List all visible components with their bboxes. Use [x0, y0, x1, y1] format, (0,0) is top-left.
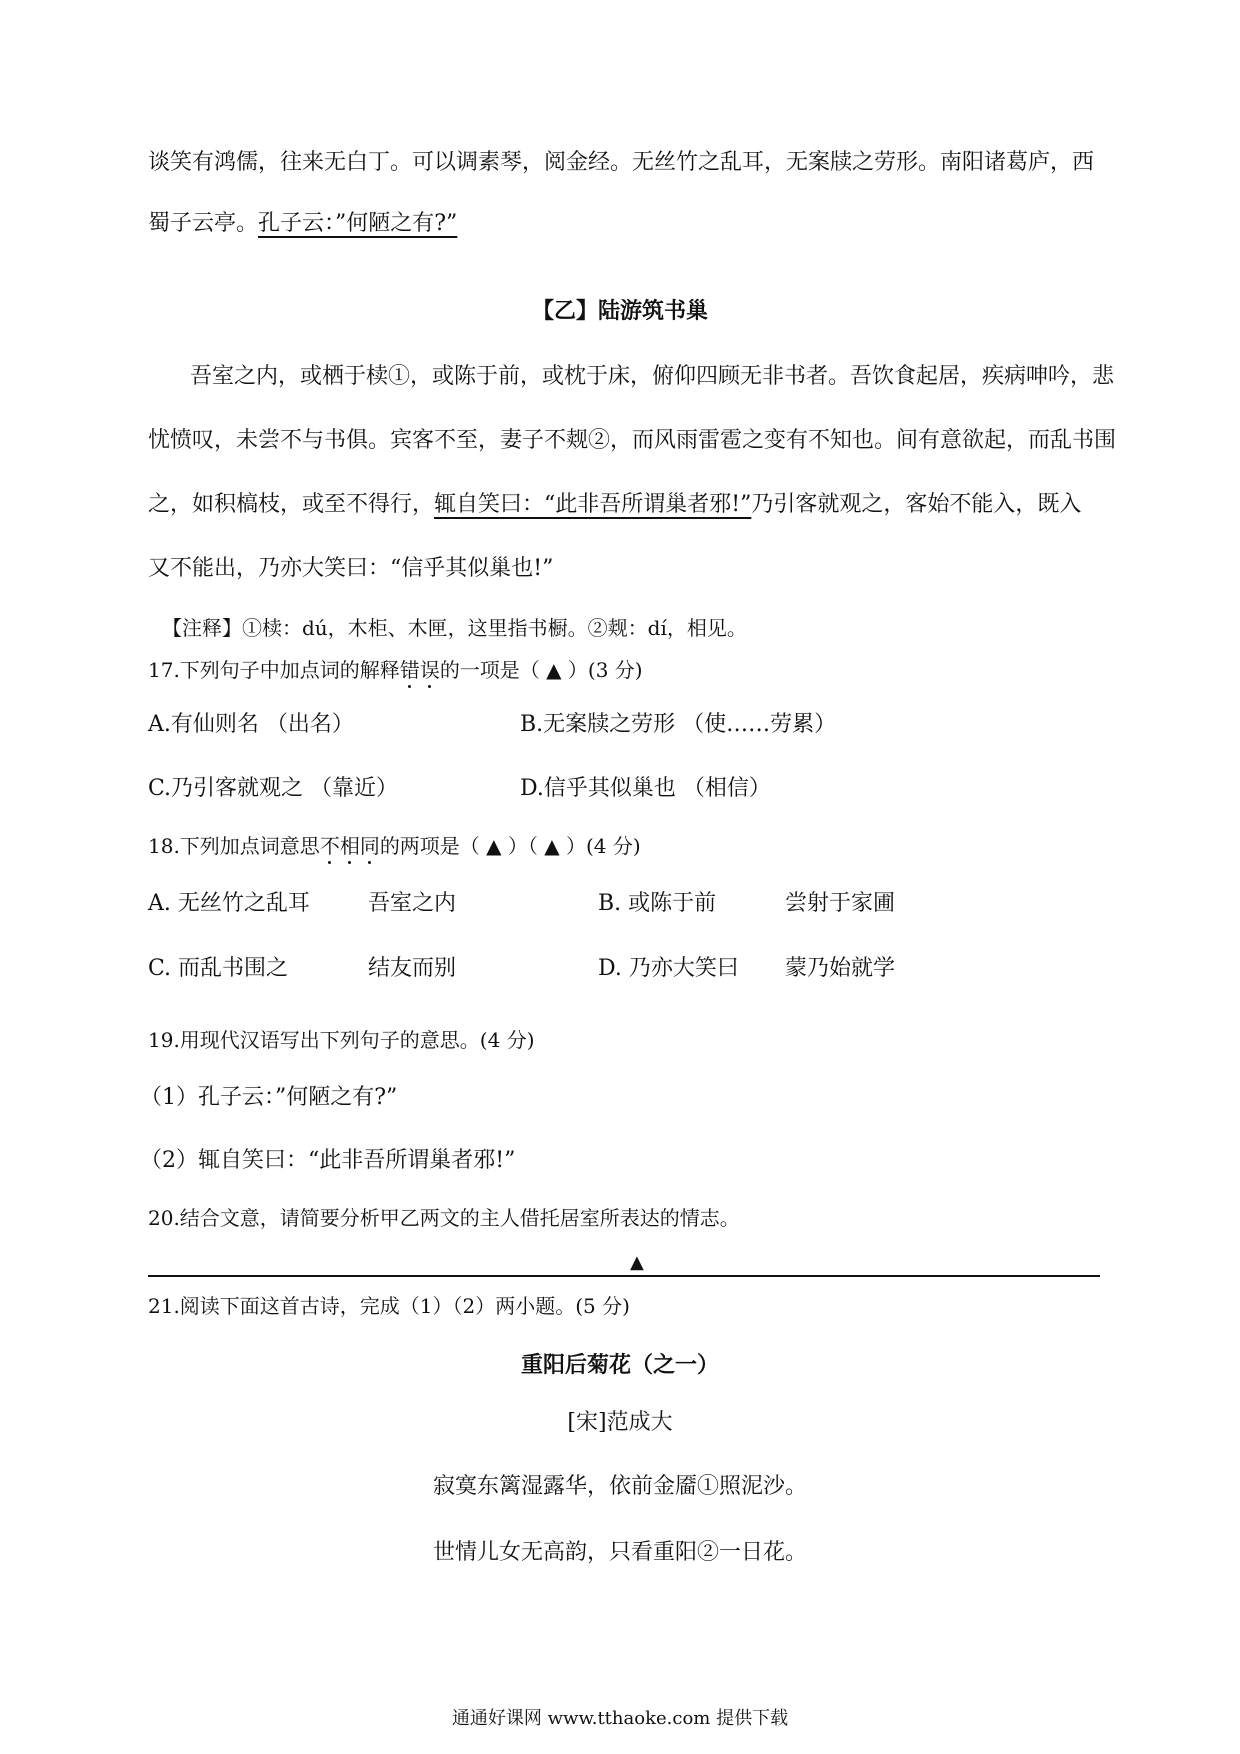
jia-passage-line-1: 谈笑有鸿儒，往来无白丁。可以调素琴，阅金经。无丝竹之乱耳，无案牍之劳形。南阳诸葛庐，西 [148, 150, 1095, 175]
q18-option-d-1: D. 乃亦大笑曰 [598, 956, 739, 981]
poem-line-1: 寂寞东篱湿露华，依前金靥①照泥沙。 [432, 1474, 807, 1499]
q17-stem-text: 的一项是（ ▲ ）(3 分) [439, 658, 643, 682]
question-21-stem: 21.阅读下面这首古诗，完成（1）（2）两小题。(5 分) [148, 1294, 630, 1318]
q17-option-d: D.信乎其似巢也 （相信） [520, 776, 771, 801]
q18-stem-text: 18.下列加点词意思 [148, 834, 320, 858]
answer-line [148, 1275, 1100, 1277]
q18-option-a-2: 吾室之内 [368, 891, 457, 916]
yi-passage-text: 之，如积槁枝，或至不得行， [148, 492, 435, 517]
question-17-stem [148, 660, 643, 680]
q18-option-d-2: 蒙乃始就学 [785, 956, 896, 981]
q17-option-b: B.无案牍之劳形 （使……劳累） [520, 712, 837, 737]
q17-stem-text: 17.下列句子中加点词的解释 [148, 658, 400, 682]
question-19-stem: 19.用现代汉语写出下列句子的意思。(4 分) [148, 1028, 535, 1052]
question-18-stem [148, 836, 641, 856]
q19-sentence-1: （1）孔子云：”何陋之有?” [140, 1085, 398, 1110]
q18-option-a-1: A. 无丝竹之乱耳 [148, 891, 310, 916]
yi-passage-line-1: 吾室之内，或栖于椟①，或陈于前，或枕于床，俯仰四顾无非书者。吾饮食起居，疾病呻吟，悲 [190, 364, 1115, 389]
dotted-char: 误 [419, 658, 440, 682]
dotted-char: 错 [399, 658, 420, 682]
yi-passage-line-2: 忧愤叹，未尝不与书俱。宾客不至，妻子不觌②，而风雨雷雹之变有不知也。间有意欲起，而乱书围 [148, 428, 1117, 453]
q19-sentence-2: （2）辄自笑曰：“此非吾所谓巢者邪!” [140, 1148, 516, 1173]
poem-line-2: 世情儿女无高韵，只看重阳②一日花。 [432, 1540, 807, 1565]
question-20-stem: 20.结合文意，请简要分析甲乙两文的主人借托居室所表达的情志。 [148, 1206, 740, 1230]
q18-stem-text: 的两项是（ ▲ ）（ ▲ ）(4 分) [379, 834, 641, 858]
q17-option-a: A.有仙则名 （出名） [148, 712, 354, 737]
dotted-char: 不 [319, 834, 340, 858]
yi-passage-line-3 [148, 494, 1081, 516]
poem-title: 重阳后菊花（之一） [520, 1352, 719, 1378]
yi-underlined-sentence: 辄自笑曰：“此非吾所谓巢者邪!” [434, 492, 752, 517]
dotted-char: 同 [359, 834, 380, 858]
yi-passage-line-4: 又不能出，乃亦大笑曰：“信乎其似巢也!” [148, 556, 554, 581]
yi-passage-text: 乃引客就观之，客始不能入，既入 [751, 492, 1082, 517]
q18-option-c-2: 结友而别 [368, 956, 457, 981]
q17-option-c: C.乃引客就观之 （靠近） [148, 776, 399, 801]
jia-underlined-sentence: 孔子云：”何陋之有?” [258, 211, 458, 236]
jia-passage-text: 蜀子云亭。 [148, 211, 259, 236]
annotation-note: 【注释】①椟：dú，木柜、木匣，这里指书橱。②觌：dí，相见。 [162, 616, 747, 640]
answer-marker: ▲ [630, 1252, 644, 1273]
yi-title: 【乙】陆游筑书巢 [531, 298, 708, 324]
q18-option-c-1: C. 而乱书围之 [148, 956, 289, 981]
q18-option-b-1: B. 或陈于前 [598, 891, 717, 916]
page-footer: 通通好课网 www.tthaoke.com 提供下载 [451, 1708, 789, 1729]
jia-passage-line-2 [148, 213, 457, 235]
dotted-char: 相 [339, 834, 360, 858]
q18-option-b-2: 尝射于家圃 [785, 891, 896, 916]
poem-author: [宋]范成大 [567, 1410, 673, 1435]
